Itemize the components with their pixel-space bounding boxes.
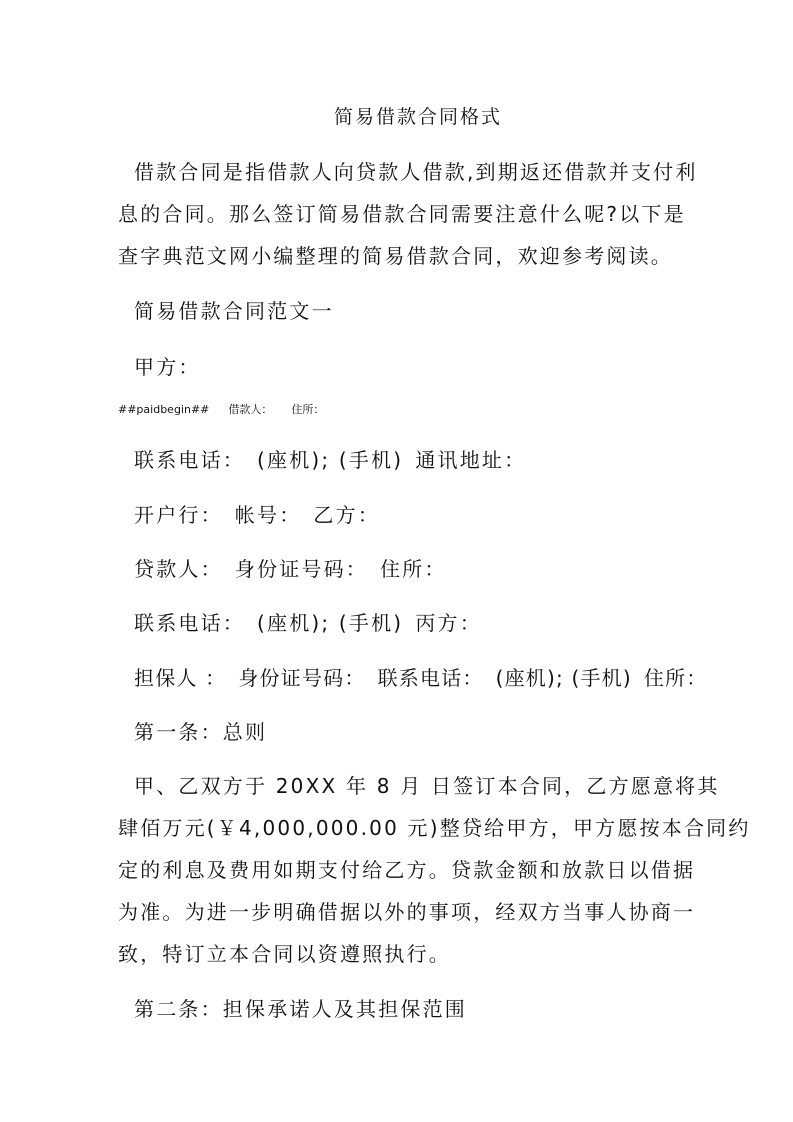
lender-label: 贷款人： [134, 557, 223, 581]
party-a-landline-label: (座机); [257, 448, 331, 472]
party-a-label: 甲方： [134, 355, 201, 379]
article1-line-2: 肆佰万元(￥4,000,000.00 元)整贷给甲方，甲方愿按本合同约 [118, 816, 751, 840]
intro-line-2: 息的合同。那么签订简易借款合同需要注意什么呢?以下是 [118, 202, 686, 226]
section-heading: 简易借款合同范文一 [134, 299, 334, 323]
lender-id-label: 身份证号码： [234, 557, 369, 581]
article1-line-3: 定的利息及费用如期支付给乙方。贷款金额和放款日以借据 [118, 858, 696, 882]
intro-line-3: 查字典范文网小编整理的简易借款合同，欢迎参考阅读。 [118, 244, 673, 268]
article2-heading: 第二条：担保承诺人及其担保范围 [134, 997, 467, 1021]
guarantor-mobile-label: (手机) [571, 666, 632, 690]
party-a-mobile-label: (手机) [338, 448, 404, 472]
party-c-label: 丙方： [415, 611, 482, 635]
paid-marker: ##paidbegin## [118, 403, 210, 416]
borrower-residence-label: 住所： [291, 403, 325, 416]
guarantor-residence-label: 住所： [643, 666, 708, 690]
article1-line-4: 为准。为进一步明确借据以外的事项，经双方当事人协商一 [118, 900, 696, 924]
guarantor-line [118, 664, 708, 692]
lender-residence-label: 住所： [380, 557, 447, 581]
document-title: 简易借款合同格式 [333, 106, 502, 128]
account-label: 帐号： [234, 503, 302, 527]
article1-line-5: 致，特订立本合同以资遵照执行。 [118, 942, 451, 966]
bank-label: 开户行： [134, 503, 223, 527]
party-a-contact-line [118, 446, 678, 474]
guarantor-id-label: 身份证号码： [238, 666, 366, 690]
party-a-phone-label: 联系电话： [134, 448, 245, 472]
paid-marker-line [118, 402, 324, 418]
borrower-label: 借款人： [228, 403, 273, 416]
guarantor-label: 担保人 ： [134, 666, 227, 690]
guarantor-landline-label: (座机); [495, 666, 564, 690]
party-b-label: 乙方： [313, 503, 381, 527]
party-b-mobile-label: (手机) [338, 611, 404, 635]
party-b-contact-line [118, 609, 678, 637]
guarantor-phone-label: 联系电话： [377, 666, 484, 690]
party-b-phone-label: 联系电话： [134, 611, 245, 635]
article1-heading: 第一条：总则 [134, 720, 268, 744]
party-b-lender-line [118, 555, 678, 583]
party-a-address-label: 通讯地址： [415, 448, 527, 472]
party-a-bank-line [118, 501, 678, 529]
article1-line-1: 甲、乙双方于 20XX 年 8 月 日签订本合同，乙方愿意将其 [134, 774, 720, 798]
intro-line-1: 借款合同是指借款人向贷款人借款,到期返还借款并支付利 [134, 160, 698, 184]
party-b-landline-label: (座机); [257, 611, 331, 635]
